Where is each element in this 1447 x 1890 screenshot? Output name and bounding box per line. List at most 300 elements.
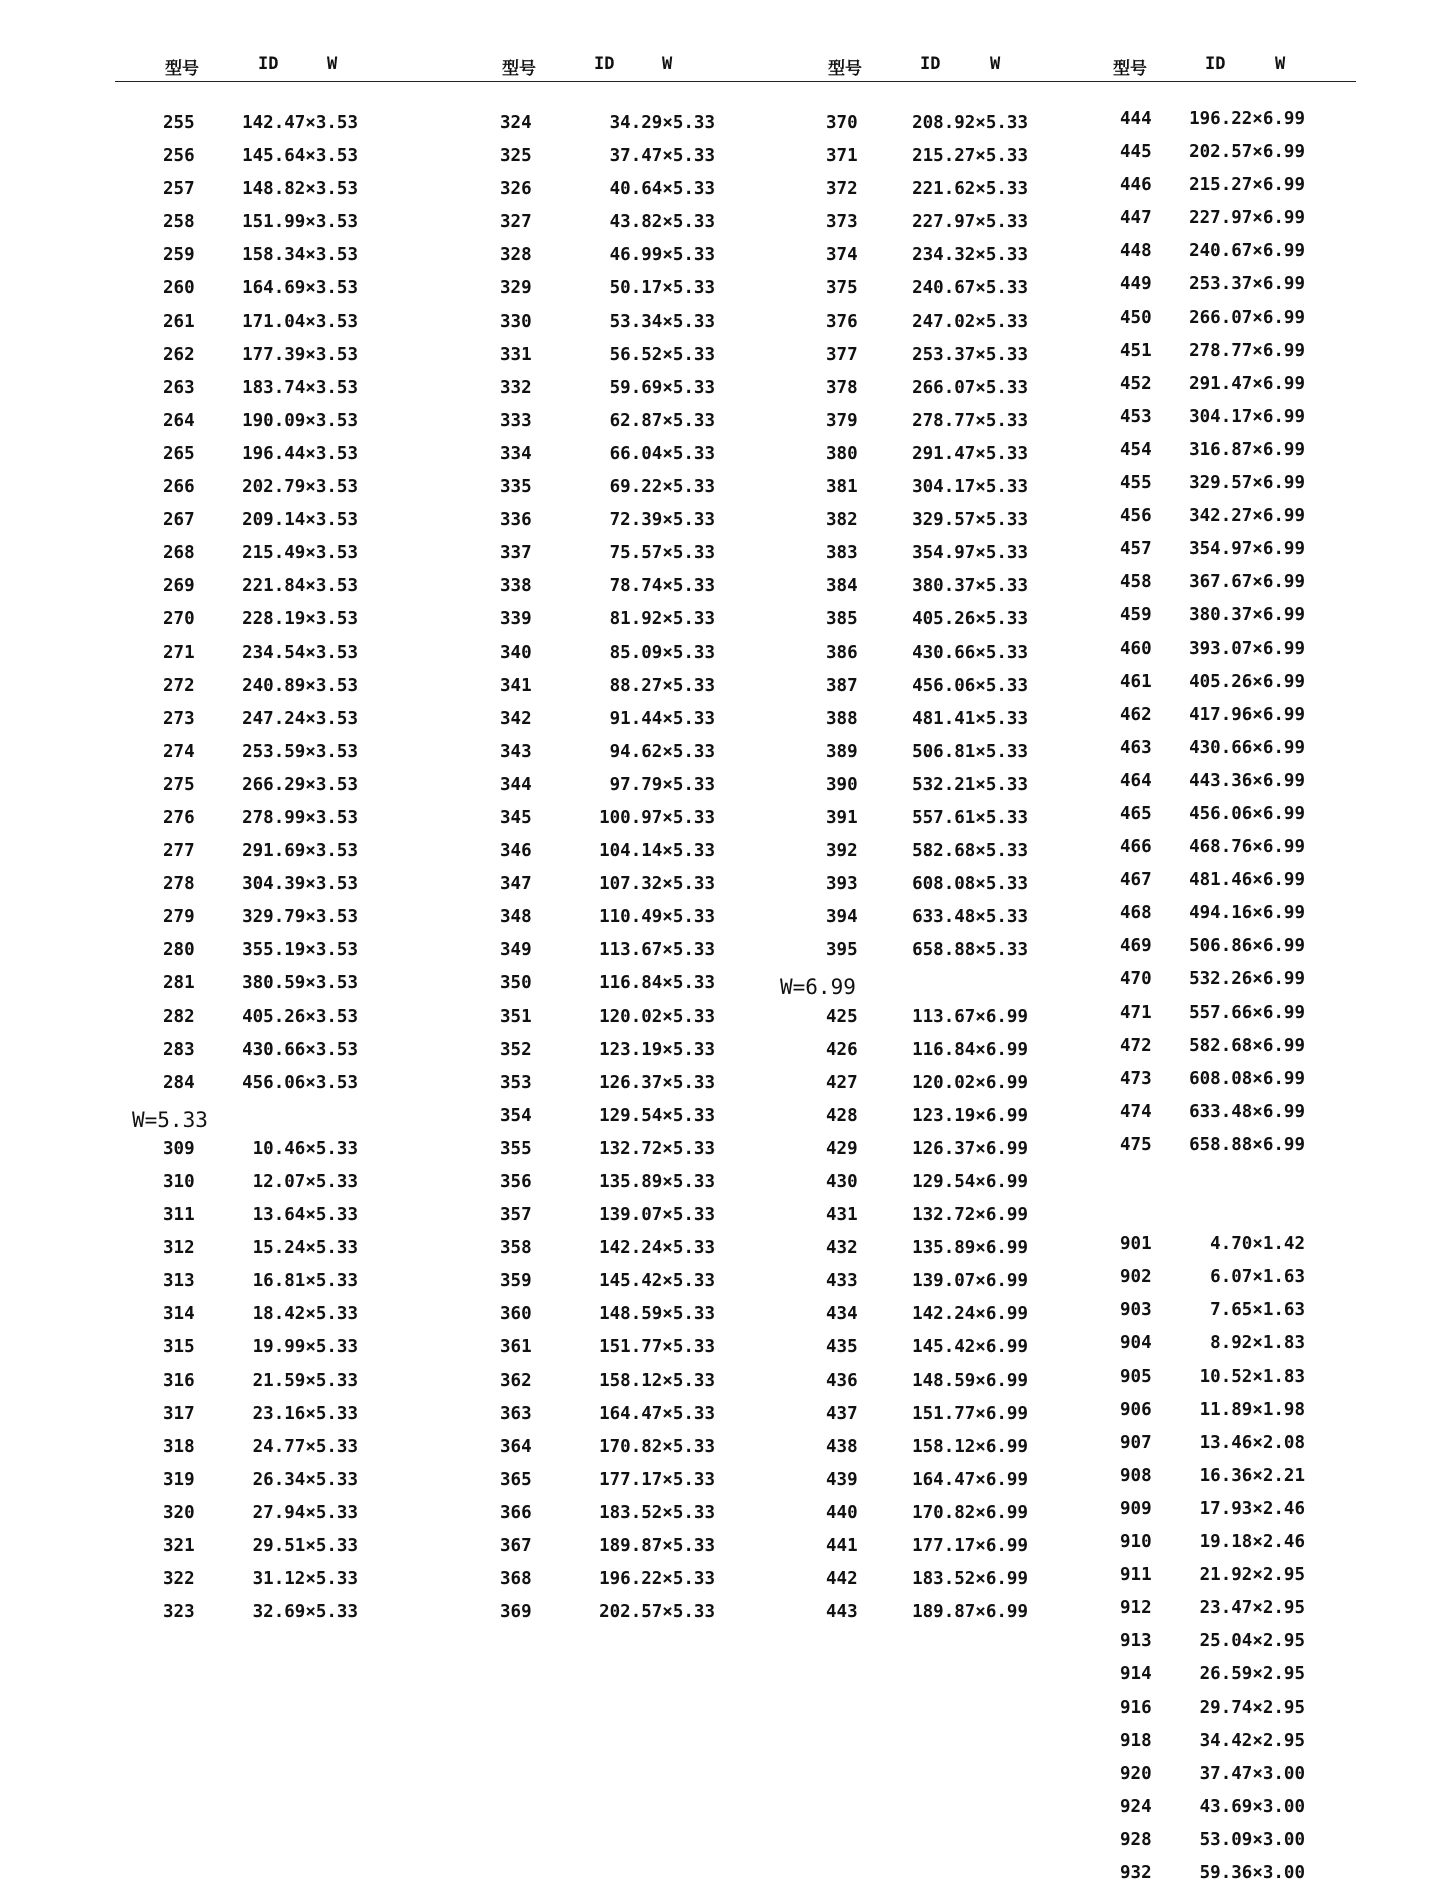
model-number: 388: [826, 708, 858, 729]
table-row: [790, 272, 1030, 305]
dimension-value: 329.57×6.99: [1189, 473, 1305, 494]
dimension-value: 481.41×5.33: [912, 708, 1028, 729]
dimension-value: 31.12×5.33: [252, 1569, 358, 1590]
dimension-value: 21.92×2.95: [1199, 1565, 1305, 1586]
model-number: 359: [500, 1271, 532, 1292]
table-row: [790, 306, 1030, 339]
dimension-value: 196.44×3.53: [242, 443, 358, 464]
model-number: 438: [826, 1436, 858, 1457]
model-number: 431: [826, 1205, 858, 1226]
model-number: 466: [1120, 837, 1152, 858]
table-row: [138, 736, 378, 769]
table-row: [138, 1034, 378, 1067]
dimension-value: 15.24×5.33: [252, 1238, 358, 1259]
model-number: 474: [1120, 1101, 1152, 1122]
model-number: 346: [500, 841, 532, 862]
model-number: 454: [1120, 439, 1152, 460]
table-row: [1120, 930, 1360, 963]
table-row: [790, 504, 1030, 537]
table-row: [1120, 798, 1360, 831]
dimension-value: 633.48×6.99: [1189, 1101, 1305, 1122]
dimension-value: 177.17×6.99: [912, 1536, 1028, 1557]
model-number: 439: [826, 1469, 858, 1490]
dimension-value: 37.47×5.33: [609, 146, 715, 167]
dimension-value: 113.67×6.99: [912, 1006, 1028, 1027]
table-row: [500, 736, 740, 769]
table-row: [790, 206, 1030, 239]
dimension-value: 380.59×3.53: [242, 973, 358, 994]
dimension-value: 18.42×5.33: [252, 1304, 358, 1325]
model-number: 259: [163, 245, 195, 266]
header-model: 型号: [502, 59, 536, 79]
model-number: 267: [163, 510, 195, 531]
table-row: [138, 239, 378, 272]
dimension-value: 104.14×5.33: [599, 841, 715, 862]
dimension-value: 557.61×5.33: [912, 807, 1028, 828]
model-number: 265: [163, 443, 195, 464]
model-number: 426: [826, 1039, 858, 1060]
table-row: [790, 1497, 1030, 1530]
table-row: [1120, 1758, 1360, 1791]
dimension-value: 135.89×6.99: [912, 1238, 1028, 1259]
table-row: [138, 1398, 378, 1431]
table-row: [138, 868, 378, 901]
table-row: [1120, 368, 1360, 401]
table-row: [500, 1398, 740, 1431]
table-row: [500, 769, 740, 802]
table-row: [138, 140, 378, 173]
model-number: 329: [500, 278, 532, 299]
table-row: [790, 537, 1030, 570]
model-number: 319: [163, 1469, 195, 1490]
table-row: [790, 140, 1030, 173]
table-row: [500, 934, 740, 967]
dimension-value: 148.82×3.53: [242, 179, 358, 200]
model-number: 387: [826, 675, 858, 696]
model-number: 368: [500, 1569, 532, 1590]
table-row: [500, 1199, 740, 1232]
table-row: [138, 504, 378, 537]
model-number: 369: [500, 1602, 532, 1623]
dimension-value: 56.52×5.33: [609, 344, 715, 365]
table-row: [500, 239, 740, 272]
model-number: 375: [826, 278, 858, 299]
table-row: [138, 173, 378, 206]
dimension-value: 430.66×6.99: [1189, 737, 1305, 758]
table-row: [138, 1298, 378, 1331]
model-number: 315: [163, 1337, 195, 1358]
dimension-value: 291.47×6.99: [1189, 373, 1305, 394]
table-row: [500, 967, 740, 1000]
header-id: ID: [258, 54, 279, 74]
table-row: [1120, 1427, 1360, 1460]
model-number: 386: [826, 642, 858, 663]
model-number: 342: [500, 708, 532, 729]
table-row: [138, 1166, 378, 1199]
table-row: [1120, 1725, 1360, 1758]
dimension-value: 97.79×5.33: [609, 774, 715, 795]
table-row: [1120, 533, 1360, 566]
model-number: 351: [500, 1006, 532, 1027]
dimension-value: 329.79×3.53: [242, 907, 358, 928]
table-row: [500, 1067, 740, 1100]
dimension-value: 291.47×5.33: [912, 443, 1028, 464]
table-row: [790, 1365, 1030, 1398]
model-number: 354: [500, 1105, 532, 1126]
header-w: W: [662, 54, 673, 74]
dimension-value: 183.52×5.33: [599, 1502, 715, 1523]
model-number: 904: [1120, 1333, 1152, 1354]
dimension-value: 126.37×6.99: [912, 1138, 1028, 1159]
header-model: 型号: [828, 59, 862, 79]
table-row: [790, 637, 1030, 670]
table-row: [1120, 831, 1360, 864]
table-row: [138, 1199, 378, 1232]
dimension-value: 506.86×6.99: [1189, 936, 1305, 957]
table-row: [138, 1530, 378, 1563]
table-row: [1120, 566, 1360, 599]
column-4: [1120, 103, 1360, 1890]
dimension-value: 468.76×6.99: [1189, 837, 1305, 858]
model-number: 390: [826, 774, 858, 795]
dimension-value: 170.82×5.33: [599, 1436, 715, 1457]
model-number: 371: [826, 146, 858, 167]
model-number: 918: [1120, 1730, 1152, 1751]
model-number: 908: [1120, 1465, 1152, 1486]
table-row: [790, 1331, 1030, 1364]
section-heading: W=6.99: [780, 975, 856, 1000]
dimension-value: 8.92×1.83: [1210, 1333, 1305, 1354]
dimension-value: 43.82×5.33: [609, 212, 715, 233]
model-number: 335: [500, 477, 532, 498]
table-row: [1120, 1294, 1360, 1327]
model-number: 907: [1120, 1432, 1152, 1453]
table-row: [790, 339, 1030, 372]
dimension-value: 209.14×3.53: [242, 510, 358, 531]
table-row: [1120, 1559, 1360, 1592]
model-number: 314: [163, 1304, 195, 1325]
model-number: 905: [1120, 1366, 1152, 1387]
table-row: [790, 670, 1030, 703]
model-number: 902: [1120, 1267, 1152, 1288]
section-heading: W=5.33: [132, 1107, 208, 1132]
model-number: 912: [1120, 1598, 1152, 1619]
model-number: 272: [163, 675, 195, 696]
dimension-value: 116.84×5.33: [599, 973, 715, 994]
table-row: [138, 934, 378, 967]
table-row: [138, 1331, 378, 1364]
model-number: 263: [163, 377, 195, 398]
model-number: 332: [500, 377, 532, 398]
dimension-value: 247.02×5.33: [912, 311, 1028, 332]
table-row: [500, 537, 740, 570]
dimension-value: 113.67×5.33: [599, 940, 715, 961]
dimension-value: 266.29×3.53: [242, 774, 358, 795]
table-row: [500, 1530, 740, 1563]
dimension-value: 19.99×5.33: [252, 1337, 358, 1358]
table-row: [1120, 302, 1360, 335]
table-row: [1120, 997, 1360, 1030]
dimension-value: 6.07×1.63: [1210, 1267, 1305, 1288]
dimension-value: 142.24×6.99: [912, 1304, 1028, 1325]
model-number: 366: [500, 1502, 532, 1523]
dimension-value: 88.27×5.33: [609, 675, 715, 696]
table-row: [1120, 1261, 1360, 1294]
model-number: 353: [500, 1072, 532, 1093]
table-row: [1120, 136, 1360, 169]
dimension-value: 417.96×6.99: [1189, 704, 1305, 725]
model-number: 450: [1120, 307, 1152, 328]
table-row: [1120, 1394, 1360, 1427]
dimension-value: 316.87×6.99: [1189, 439, 1305, 460]
dimension-value: 177.39×3.53: [242, 344, 358, 365]
table-row: [138, 1001, 378, 1034]
dimension-value: 164.47×6.99: [912, 1469, 1028, 1490]
model-number: 389: [826, 741, 858, 762]
table-header: [0, 54, 1447, 78]
model-number: 910: [1120, 1532, 1152, 1553]
model-number: 339: [500, 609, 532, 630]
dimension-value: 240.89×3.53: [242, 675, 358, 696]
table-row: [1120, 1096, 1360, 1129]
table-row: [790, 1232, 1030, 1265]
model-number: 393: [826, 874, 858, 895]
table-row: [138, 306, 378, 339]
model-number: 469: [1120, 936, 1152, 957]
table-row: [138, 901, 378, 934]
table-row: [1120, 1592, 1360, 1625]
table-row: [790, 1398, 1030, 1431]
dimension-value: 21.59×5.33: [252, 1370, 358, 1391]
model-number: 271: [163, 642, 195, 663]
dimension-value: 151.77×6.99: [912, 1403, 1028, 1424]
dimension-value: 240.67×6.99: [1189, 241, 1305, 262]
dimension-value: 202.79×3.53: [242, 477, 358, 498]
table-row: [1120, 1625, 1360, 1658]
model-number: 445: [1120, 142, 1152, 163]
table-row: [138, 438, 378, 471]
model-number: 280: [163, 940, 195, 961]
table-row: [500, 107, 740, 140]
dimension-value: 81.92×5.33: [609, 609, 715, 630]
model-number: 316: [163, 1370, 195, 1391]
dimension-value: 405.26×5.33: [912, 609, 1028, 630]
dimension-value: 532.26×6.99: [1189, 969, 1305, 990]
model-number: 324: [500, 113, 532, 133]
dimension-value: 183.74×3.53: [242, 377, 358, 398]
dimension-value: 148.59×6.99: [912, 1370, 1028, 1391]
model-number: 276: [163, 807, 195, 828]
table-row: [1120, 1692, 1360, 1725]
column-1: [132, 107, 378, 1629]
model-number: 380: [826, 443, 858, 464]
model-number: 440: [826, 1502, 858, 1523]
dimension-value: 380.37×5.33: [912, 576, 1028, 597]
table-row: [790, 1133, 1030, 1166]
model-number: 461: [1120, 671, 1152, 692]
table-row: [1120, 434, 1360, 467]
table-row: [790, 1199, 1030, 1232]
model-number: 392: [826, 841, 858, 862]
model-number: 333: [500, 410, 532, 431]
dimension-value: 145.42×6.99: [912, 1337, 1028, 1358]
table-row: [500, 339, 740, 372]
table-row: [500, 173, 740, 206]
dimension-value: 24.77×5.33: [252, 1436, 358, 1457]
model-number: 348: [500, 907, 532, 928]
table-row: [790, 107, 1030, 140]
dimension-value: 557.66×6.99: [1189, 1002, 1305, 1023]
model-number: 447: [1120, 208, 1152, 229]
dimension-value: 13.46×2.08: [1199, 1432, 1305, 1453]
table-row: [1120, 1063, 1360, 1096]
dimension-value: 633.48×5.33: [912, 907, 1028, 928]
header-divider: [115, 81, 1356, 82]
table-row: [500, 637, 740, 670]
model-number: 266: [163, 477, 195, 498]
dimension-value: 582.68×5.33: [912, 841, 1028, 862]
dimension-value: 253.37×6.99: [1189, 274, 1305, 295]
dimension-value: 59.69×5.33: [609, 377, 715, 398]
dimension-value: 32.69×5.33: [252, 1602, 358, 1623]
column-2: [500, 107, 740, 1629]
table-row: [138, 1563, 378, 1596]
table-row: [790, 1100, 1030, 1133]
model-number: 903: [1120, 1300, 1152, 1321]
dimension-value: 253.37×5.33: [912, 344, 1028, 365]
table-row: [1120, 599, 1360, 632]
model-number: 471: [1120, 1002, 1152, 1023]
table-row: [1120, 335, 1360, 368]
model-number: 361: [500, 1337, 532, 1358]
model-number: 372: [826, 179, 858, 200]
model-number: 427: [826, 1072, 858, 1093]
dimension-value: 304.17×6.99: [1189, 406, 1305, 427]
table-row: [790, 372, 1030, 405]
model-number: 909: [1120, 1498, 1152, 1519]
dimension-value: 171.04×3.53: [242, 311, 358, 332]
dimension-value: 50.17×5.33: [609, 278, 715, 299]
dimension-value: 85.09×5.33: [609, 642, 715, 663]
dimension-value: 120.02×5.33: [599, 1006, 715, 1027]
model-number: 475: [1120, 1134, 1152, 1155]
header-w: W: [990, 54, 1001, 74]
model-number: 323: [163, 1602, 195, 1623]
model-number: 379: [826, 410, 858, 431]
dimension-value: 456.06×6.99: [1189, 803, 1305, 824]
table-row: [1120, 500, 1360, 533]
model-number: 283: [163, 1039, 195, 1060]
model-number: 433: [826, 1271, 858, 1292]
table-row: [138, 603, 378, 636]
table-row: [790, 769, 1030, 802]
model-number: 341: [500, 675, 532, 696]
model-number: 345: [500, 807, 532, 828]
model-number: 258: [163, 212, 195, 233]
model-number: 363: [500, 1403, 532, 1424]
model-number: 340: [500, 642, 532, 663]
dimension-value: 10.52×1.83: [1199, 1366, 1305, 1387]
dimension-value: 23.47×2.95: [1199, 1598, 1305, 1619]
dimension-value: 132.72×6.99: [912, 1205, 1028, 1226]
model-number: 916: [1120, 1697, 1152, 1718]
dimension-value: 11.89×1.98: [1199, 1399, 1305, 1420]
header-model: 型号: [165, 59, 199, 79]
model-number: 463: [1120, 737, 1152, 758]
model-number: 355: [500, 1138, 532, 1159]
dimension-value: 46.99×5.33: [609, 245, 715, 266]
dimension-value: 278.77×6.99: [1189, 340, 1305, 361]
dimension-value: 494.16×6.99: [1189, 903, 1305, 924]
table-row: [790, 1530, 1030, 1563]
dimension-value: 253.59×3.53: [242, 741, 358, 762]
dimension-value: 34.42×2.95: [1199, 1730, 1305, 1751]
model-number: 436: [826, 1370, 858, 1391]
header-w: W: [1275, 54, 1286, 74]
table-row: [500, 1563, 740, 1596]
model-number: 464: [1120, 770, 1152, 791]
model-number: 360: [500, 1304, 532, 1325]
dimension-value: 129.54×6.99: [912, 1172, 1028, 1192]
dimension-value: 227.97×6.99: [1189, 208, 1305, 229]
model-number: 394: [826, 907, 858, 928]
dimension-value: 123.19×5.33: [599, 1039, 715, 1060]
dimension-value: 234.54×3.53: [242, 642, 358, 663]
model-number: 358: [500, 1238, 532, 1259]
model-number: 274: [163, 741, 195, 762]
dimension-value: 354.97×6.99: [1189, 539, 1305, 560]
dimension-value: 129.54×5.33: [599, 1105, 715, 1126]
table-row: [138, 637, 378, 670]
model-number: 277: [163, 841, 195, 862]
table-row: [500, 1596, 740, 1629]
dimension-value: 215.27×5.33: [912, 146, 1028, 167]
table-row: [1120, 1493, 1360, 1526]
table-row: [500, 835, 740, 868]
dimension-value: 247.24×3.53: [242, 708, 358, 729]
dimension-value: 291.69×3.53: [242, 841, 358, 862]
table-row: [500, 504, 740, 537]
dimension-value: 43.69×3.00: [1199, 1796, 1305, 1817]
dimension-value: 329.57×5.33: [912, 510, 1028, 531]
dimension-value: 380.37×6.99: [1189, 605, 1305, 626]
dimension-value: 189.87×6.99: [912, 1602, 1028, 1623]
table-row: [1120, 633, 1360, 666]
dimension-value: 91.44×5.33: [609, 708, 715, 729]
table-row: [1120, 864, 1360, 897]
table-row: [1120, 1857, 1360, 1890]
model-number: 901: [1120, 1234, 1152, 1255]
dimension-value: 355.19×3.53: [242, 940, 358, 961]
model-number: 321: [163, 1536, 195, 1557]
model-number: 383: [826, 543, 858, 564]
table-row: [790, 1034, 1030, 1067]
dimension-value: 506.81×5.33: [912, 741, 1028, 762]
table-row: [1120, 1228, 1360, 1261]
model-number: 449: [1120, 274, 1152, 295]
model-number: 377: [826, 344, 858, 365]
model-number: 312: [163, 1238, 195, 1259]
model-number: 356: [500, 1172, 532, 1192]
dimension-value: 145.64×3.53: [242, 146, 358, 167]
model-number: 395: [826, 940, 858, 961]
model-number: 457: [1120, 539, 1152, 560]
table-row: [500, 140, 740, 173]
model-number: 362: [500, 1370, 532, 1391]
dimension-value: 7.65×1.63: [1210, 1300, 1305, 1321]
model-number: 472: [1120, 1035, 1152, 1056]
dimension-value: 405.26×6.99: [1189, 671, 1305, 692]
